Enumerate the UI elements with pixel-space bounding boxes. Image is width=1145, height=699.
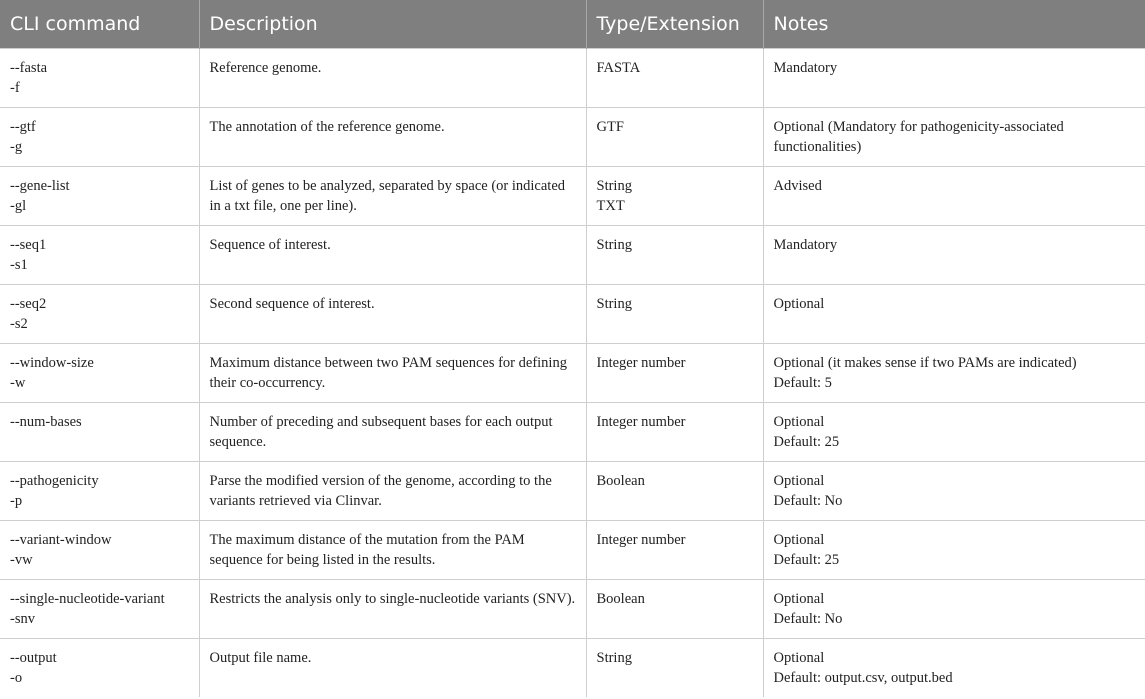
table-row	[0, 284, 1145, 343]
notes-cell	[763, 638, 1145, 697]
notes-text: Advised	[773, 177, 822, 194]
description-cell	[199, 520, 586, 579]
cli-long-flag: --output	[10, 649, 57, 666]
cli-short-flag: -p	[10, 492, 23, 509]
cli-command-cell	[0, 461, 199, 520]
description-cell	[199, 579, 586, 638]
notes-text: Optional	[773, 472, 825, 489]
table-row	[0, 579, 1145, 638]
table-row	[0, 520, 1145, 579]
type-value: Boolean	[596, 472, 645, 489]
notes-text: Mandatory	[773, 59, 838, 76]
notes-cell	[763, 461, 1145, 520]
header-description: Description	[199, 0, 586, 48]
table-row	[0, 402, 1145, 461]
notes-default: Default: 25	[773, 433, 840, 450]
type-extension-cell	[586, 343, 763, 402]
cli-command-cell	[0, 166, 199, 225]
notes-cell	[763, 402, 1145, 461]
cli-long-flag: --seq1	[10, 236, 47, 253]
type-extension-cell	[586, 579, 763, 638]
cli-long-flag: --pathogenicity	[10, 472, 99, 489]
notes-cell	[763, 284, 1145, 343]
description-text: Parse the modified version of the genome, according to the variants retrieved via Clinvar.	[209, 472, 552, 509]
description-text: Sequence of interest.	[209, 236, 331, 253]
type-value: FASTA	[596, 59, 641, 76]
cli-command-cell	[0, 225, 199, 284]
type-value: Integer number	[596, 354, 686, 371]
notes-cell	[763, 48, 1145, 107]
cli-command-cell	[0, 579, 199, 638]
notes-default: Default: No	[773, 492, 843, 509]
cli-command-cell	[0, 107, 199, 166]
type-value: String	[596, 649, 632, 666]
description-text: Restricts the analysis only to single-nucleotide variants (SNV).	[209, 590, 576, 607]
notes-text: Optional	[773, 590, 825, 607]
table-row	[0, 225, 1145, 284]
cli-long-flag: --gene-list	[10, 177, 70, 194]
table-body	[0, 48, 1145, 697]
description-cell	[199, 461, 586, 520]
cli-command-cell	[0, 343, 199, 402]
notes-text: Optional	[773, 295, 825, 312]
cli-short-flag: -w	[10, 374, 26, 391]
cli-long-flag: --seq2	[10, 295, 47, 312]
header-type-extension: Type/Extension	[586, 0, 763, 48]
description-cell	[199, 343, 586, 402]
type-extension-cell	[586, 402, 763, 461]
cli-command-cell	[0, 48, 199, 107]
type-value: String	[596, 177, 632, 194]
notes-cell	[763, 166, 1145, 225]
notes-cell	[763, 225, 1145, 284]
cli-short-flag: -snv	[10, 610, 35, 627]
description-text: Second sequence of interest.	[209, 295, 375, 312]
type-value: String	[596, 295, 632, 312]
cli-short-flag: -g	[10, 138, 23, 155]
type-extension-cell	[586, 225, 763, 284]
notes-text: Optional	[773, 649, 825, 666]
table-row	[0, 48, 1145, 107]
table-row	[0, 638, 1145, 697]
cli-long-flag: --fasta	[10, 59, 48, 76]
type-value: Integer number	[596, 531, 686, 548]
table-row	[0, 166, 1145, 225]
notes-text: Optional	[773, 413, 825, 430]
cli-short-flag: -s2	[10, 315, 28, 332]
cli-short-flag: -o	[10, 669, 23, 686]
notes-cell	[763, 520, 1145, 579]
description-text: Maximum distance between two PAM sequences for defining their co-occurrency.	[209, 354, 567, 391]
cli-long-flag: --window-size	[10, 354, 94, 371]
notes-default: Default: 5	[773, 374, 832, 391]
cli-long-flag: --num-bases	[10, 413, 82, 430]
type-extension-cell	[586, 166, 763, 225]
cli-short-flag: -s1	[10, 256, 28, 273]
notes-cell	[763, 579, 1145, 638]
notes-text: Optional (it makes sense if two PAMs are indicated)	[773, 354, 1077, 371]
description-text: The annotation of the reference genome.	[209, 118, 445, 135]
description-cell	[199, 402, 586, 461]
description-cell	[199, 48, 586, 107]
cli-short-flag: -vw	[10, 551, 33, 568]
cli-command-cell	[0, 638, 199, 697]
description-cell	[199, 166, 586, 225]
notes-text: Mandatory	[773, 236, 838, 253]
description-cell	[199, 638, 586, 697]
table-row	[0, 107, 1145, 166]
cli-long-flag: --single-nucleotide-variant	[10, 590, 165, 607]
type-value: Boolean	[596, 590, 645, 607]
type-value: GTF	[596, 118, 624, 135]
type-extension-cell	[586, 638, 763, 697]
notes-default: Default: No	[773, 610, 843, 627]
description-text: Number of preceding and subsequent bases for each output sequence.	[209, 413, 553, 450]
description-text: List of genes to be analyzed, separated by space (or indicated in a txt file, one per line).	[209, 177, 566, 214]
type-extension-cell	[586, 461, 763, 520]
cli-command-cell	[0, 284, 199, 343]
cli-long-flag: --variant-window	[10, 531, 112, 548]
cli-command-cell	[0, 520, 199, 579]
notes-cell	[763, 343, 1145, 402]
header-notes: Notes	[763, 0, 1145, 48]
type-value-secondary: TXT	[596, 197, 625, 214]
type-value: String	[596, 236, 632, 253]
description-cell	[199, 225, 586, 284]
description-cell	[199, 284, 586, 343]
description-cell	[199, 107, 586, 166]
header-row	[0, 0, 1145, 48]
notes-text: Optional	[773, 531, 825, 548]
cli-short-flag: -gl	[10, 197, 27, 214]
notes-text: Optional (Mandatory for pathogenicity-associated functionalities)	[773, 118, 1064, 155]
cli-command-cell	[0, 402, 199, 461]
table-row	[0, 461, 1145, 520]
type-extension-cell	[586, 107, 763, 166]
notes-cell	[763, 107, 1145, 166]
cli-short-flag: -f	[10, 79, 20, 96]
table-header	[0, 0, 1145, 48]
type-extension-cell	[586, 520, 763, 579]
type-extension-cell	[586, 284, 763, 343]
description-text: Reference genome.	[209, 59, 322, 76]
type-extension-cell	[586, 48, 763, 107]
table-row	[0, 343, 1145, 402]
description-text: Output file name.	[209, 649, 312, 666]
notes-default: Default: 25	[773, 551, 840, 568]
header-cli-command: CLI command	[0, 0, 199, 48]
description-text: The maximum distance of the mutation from the PAM sequence for being listed in the results.	[209, 531, 525, 568]
notes-default: Default: output.csv, output.bed	[773, 669, 953, 686]
type-value: Integer number	[596, 413, 686, 430]
cli-long-flag: --gtf	[10, 118, 36, 135]
